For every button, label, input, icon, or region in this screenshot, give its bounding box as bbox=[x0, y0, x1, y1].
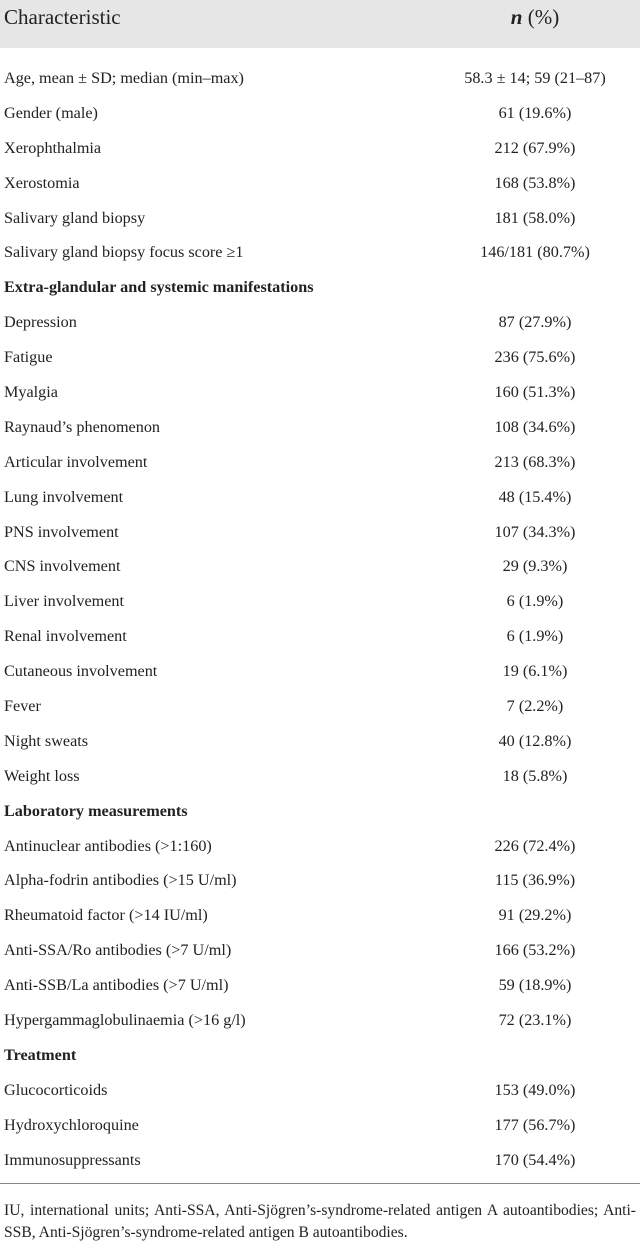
row-label: Lung involvement bbox=[4, 487, 124, 506]
header-percent: (%) bbox=[522, 5, 560, 29]
section-label: Treatment bbox=[4, 1045, 77, 1064]
table-row bbox=[0, 1003, 640, 1038]
header-n-percent bbox=[0, 4, 640, 30]
table-bottom-rule bbox=[0, 1183, 640, 1184]
row-label: Xerophthalmia bbox=[4, 138, 102, 157]
table-footnote: IU, international units; Anti-SSA, Anti-Sjögren’s-syndrome-related antigen A autoantibodies; Anti-SSB, Anti-Sjögren’s-syndrome-related antigen B autoantibodies. bbox=[4, 1202, 636, 1241]
row-label: Gender (male) bbox=[4, 103, 98, 122]
table-row bbox=[0, 201, 640, 236]
table-header bbox=[0, 0, 640, 48]
header-n: n bbox=[510, 5, 523, 29]
row-label: Fatigue bbox=[4, 348, 53, 367]
row-value: 91 (29.2%) bbox=[498, 906, 572, 925]
table-row bbox=[0, 829, 640, 864]
table-row bbox=[0, 759, 640, 794]
row-label: Salivary gland biopsy bbox=[4, 208, 146, 227]
row-label: Anti-SSB/La antibodies (>7 U/ml) bbox=[4, 976, 229, 995]
table-row bbox=[0, 96, 640, 131]
table-row bbox=[0, 898, 640, 933]
table-row bbox=[0, 61, 640, 96]
table-row bbox=[0, 933, 640, 968]
row-value: 6 (1.9%) bbox=[506, 627, 564, 646]
row-value: 170 (54.4%) bbox=[494, 1150, 576, 1169]
table-row bbox=[0, 515, 640, 550]
table-row bbox=[0, 724, 640, 759]
row-value: 226 (72.4%) bbox=[494, 836, 576, 855]
row-label: Fever bbox=[4, 697, 41, 716]
section-label: Laboratory measurements bbox=[4, 801, 188, 820]
section-header-row bbox=[0, 794, 640, 829]
row-value: 181 (58.0%) bbox=[494, 208, 576, 227]
table-row bbox=[0, 968, 640, 1003]
row-label: Cutaneous involvement bbox=[4, 662, 158, 681]
row-label: Renal involvement bbox=[4, 627, 127, 646]
row-label: Weight loss bbox=[4, 766, 80, 785]
row-value: 168 (53.8%) bbox=[494, 173, 576, 192]
table-row bbox=[0, 166, 640, 201]
row-value: 160 (51.3%) bbox=[494, 383, 576, 402]
table-row bbox=[0, 131, 640, 166]
row-value: 166 (53.2%) bbox=[494, 941, 576, 960]
row-label: Glucocorticoids bbox=[4, 1080, 108, 1099]
row-value: 108 (34.6%) bbox=[494, 417, 576, 436]
table-row bbox=[0, 1143, 640, 1178]
row-label: Alpha-fodrin antibodies (>15 U/ml) bbox=[4, 871, 237, 890]
row-value: 7 (2.2%) bbox=[506, 697, 564, 716]
table-row bbox=[0, 1073, 640, 1108]
row-label: Myalgia bbox=[4, 383, 58, 402]
row-label: Night sweats bbox=[4, 731, 89, 750]
row-label: Anti-SSA/Ro antibodies (>7 U/ml) bbox=[4, 941, 232, 960]
table-row bbox=[0, 863, 640, 898]
row-label: Rheumatoid factor (>14 IU/ml) bbox=[4, 906, 208, 925]
section-header-row bbox=[0, 1038, 640, 1073]
row-label: Depression bbox=[4, 313, 77, 332]
table-row bbox=[0, 480, 640, 515]
row-value: 212 (67.9%) bbox=[494, 138, 576, 157]
row-value: 115 (36.9%) bbox=[494, 871, 576, 890]
table-row bbox=[0, 445, 640, 480]
table-row bbox=[0, 305, 640, 340]
row-value: 61 (19.6%) bbox=[498, 103, 572, 122]
row-label: Age, mean ± SD; median (min–max) bbox=[4, 69, 244, 87]
row-label: Antinuclear antibodies (>1:160) bbox=[4, 836, 212, 855]
row-label: CNS involvement bbox=[4, 557, 121, 576]
table-body bbox=[0, 61, 640, 1178]
row-value: 59 (18.9%) bbox=[498, 976, 572, 995]
table-row bbox=[0, 584, 640, 619]
table-row bbox=[0, 619, 640, 654]
row-value: 213 (68.3%) bbox=[494, 452, 576, 471]
row-value: 29 (9.3%) bbox=[502, 557, 568, 576]
table-row bbox=[0, 235, 640, 270]
table-row bbox=[0, 654, 640, 689]
row-value: 146/181 (80.7%) bbox=[480, 243, 590, 262]
row-label: Immunosuppressants bbox=[4, 1150, 141, 1169]
row-value: 153 (49.0%) bbox=[494, 1080, 576, 1099]
row-value: 18 (5.8%) bbox=[502, 766, 568, 785]
table-row bbox=[0, 1108, 640, 1143]
section-header-row bbox=[0, 270, 640, 305]
row-value: 87 (27.9%) bbox=[498, 313, 572, 332]
row-label: Liver involvement bbox=[4, 592, 125, 611]
header-characteristic: Characteristic bbox=[4, 5, 121, 29]
row-label: Raynaud’s phenomenon bbox=[4, 417, 161, 436]
table-row bbox=[0, 340, 640, 375]
section-label: Extra-glandular and systemic manifestations bbox=[4, 278, 314, 297]
row-label: PNS involvement bbox=[4, 522, 119, 541]
row-label: Articular involvement bbox=[4, 452, 148, 471]
row-label: Hypergammaglobulinaemia (>16 g/l) bbox=[4, 1011, 246, 1030]
row-value: 177 (56.7%) bbox=[494, 1115, 576, 1134]
row-value: 236 (75.6%) bbox=[494, 348, 576, 367]
row-value: 107 (34.3%) bbox=[494, 522, 576, 541]
row-value: 40 (12.8%) bbox=[498, 731, 572, 750]
table-row bbox=[0, 410, 640, 445]
table-row bbox=[0, 549, 640, 584]
table-row bbox=[0, 689, 640, 724]
row-label: Hydroxychloroquine bbox=[4, 1115, 139, 1134]
row-value: 58.3 ± 14; 59 (21–87) bbox=[464, 69, 606, 87]
table-row bbox=[0, 375, 640, 410]
row-value: 19 (6.1%) bbox=[502, 662, 568, 681]
row-value: 72 (23.1%) bbox=[498, 1011, 572, 1030]
row-label: Salivary gland biopsy focus score ≥1 bbox=[4, 243, 244, 262]
row-value: 48 (15.4%) bbox=[498, 487, 572, 506]
row-value: 6 (1.9%) bbox=[506, 592, 564, 611]
row-label: Xerostomia bbox=[4, 173, 80, 192]
